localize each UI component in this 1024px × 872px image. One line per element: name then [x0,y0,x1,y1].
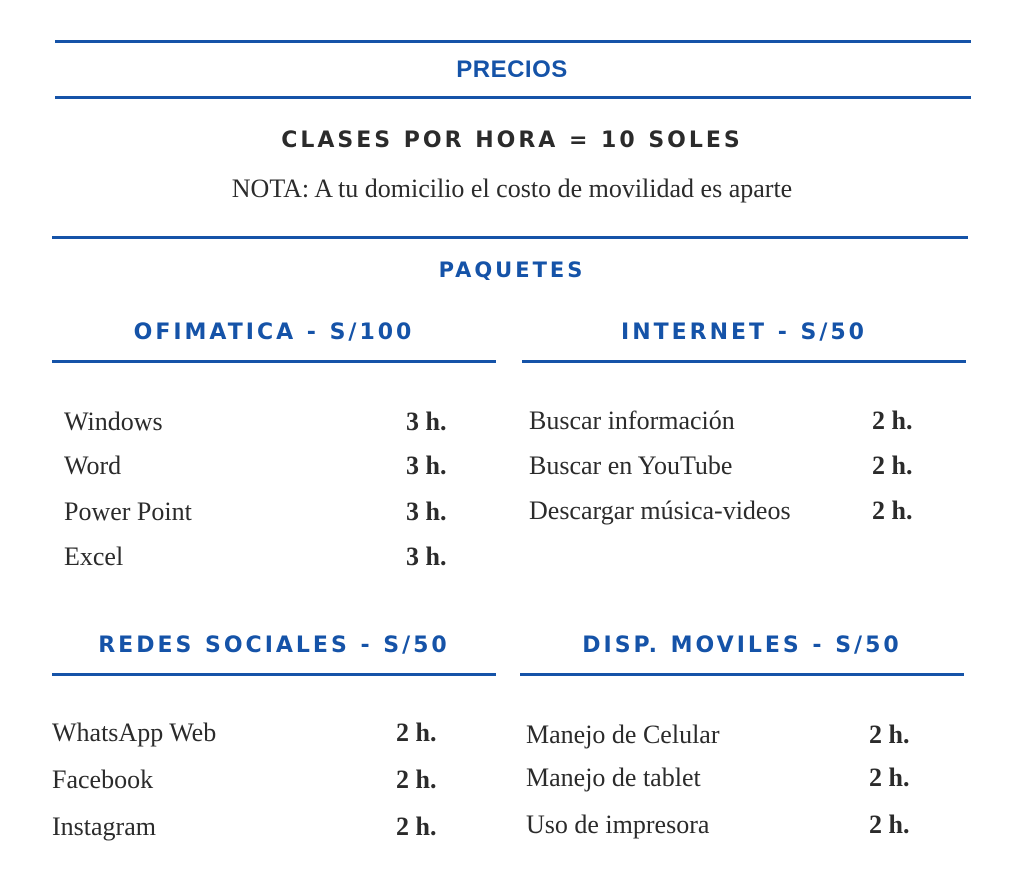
item-hours: 2 h. [872,496,913,525]
item-name: Instagram [52,812,156,841]
item-hours: 2 h. [872,451,913,480]
item-name: Word [64,451,122,480]
item-name: Buscar en YouTube [529,451,733,480]
title-bottom-rule [55,96,971,99]
item-hours: 2 h. [396,718,437,747]
package-heading-ofimatica: OFIMATICA - S/100 [133,320,415,345]
packages-title: PAQUETES [438,258,586,282]
item-hours: 2 h. [869,763,910,792]
package-heading-redes-sociales: REDES SOCIALES - S/50 [98,633,450,658]
package-heading-internet: INTERNET - S/50 [621,320,867,345]
item-hours: 3 h. [406,407,447,436]
item-hours: 3 h. [406,542,447,571]
package-rule-internet [522,360,966,363]
item-hours: 2 h. [869,720,910,749]
item-name: WhatsApp Web [52,718,217,747]
item-name: Uso de impresora [526,810,710,839]
item-name: Power Point [64,497,192,526]
package-heading-disp-moviles: DISP. MOVILES - S/50 [582,633,902,658]
page-title: PRECIOS [456,56,568,83]
package-rule-ofimatica [52,360,496,363]
package-rule-redes-sociales [52,673,496,676]
item-name: Windows [64,407,163,436]
item-name: Manejo de tablet [526,763,701,792]
item-hours: 2 h. [396,812,437,841]
item-name: Descargar música-videos [529,496,791,525]
item-hours: 2 h. [396,765,437,794]
item-name: Facebook [52,765,154,794]
item-hours: 3 h. [406,451,447,480]
top-rule [55,40,971,43]
item-name: Excel [64,542,124,571]
item-hours: 2 h. [869,810,910,839]
item-hours: 2 h. [872,406,913,435]
packages-top-rule [52,236,968,239]
item-name: Manejo de Celular [526,720,720,749]
item-name: Buscar información [529,406,735,435]
travel-note: NOTA: A tu domicilio el costo de movilidad es aparte [231,174,793,203]
item-hours: 3 h. [406,497,447,526]
package-rule-disp-moviles [520,673,964,676]
hourly-rate: CLASES POR HORA = 10 SOLES [281,128,743,153]
